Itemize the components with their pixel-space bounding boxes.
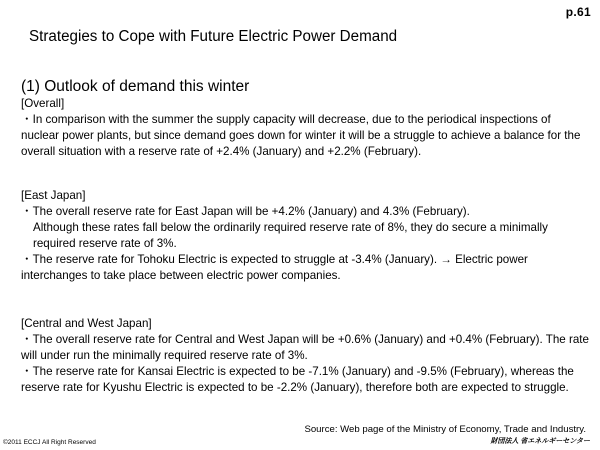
overall-bullet: ・In comparison with the summer the supply capacity will decrease, due to the periodical inspections of nuclear power plants, but since demand goes down for winter it will be a struggle to achieve a balance for the overall situation with a reserve rate of +2.4% (January) and +2.2% (February). <box>21 113 581 158</box>
copyright-notice: ©2011 ECCJ All Right Reserved <box>3 439 96 446</box>
central-west-japan-heading: [Central and West Japan] <box>21 317 152 330</box>
org-logo: 財団法人 省エネルギーセンター <box>490 438 590 445</box>
central-west-japan-bullet-1: ・The overall reserve rate for Central and West Japan will be +0.6% (January) and +0.4% (February). The rate will under run the minimally required reserve rate of 3%. <box>21 333 589 362</box>
source-note: Source: Web page of the Ministry of Economy, Trade and Industry. <box>304 424 586 435</box>
east-japan-bullet-1-continuation: Although these rates fall below the ordinarily required reserve rate of 8%, they do secure a minimally required reserve rate of 3%. <box>33 221 548 250</box>
slide-title: Strategies to Cope with Future Electric Power Demand <box>29 28 398 45</box>
overall-heading: [Overall] <box>21 97 65 110</box>
central-west-japan-bullet-2: ・The reserve rate for Kansai Electric is expected to be -7.1% (January) and -9.5% (February), whereas the reserve rate for Kyushu Electric is expected to be -2.2% (January), therefore both are expected to struggle. <box>21 365 574 394</box>
east-japan-bullet-2: ・The reserve rate for Tohoku Electric is expected to struggle at -3.4% (January). → Electric power interchanges to take place between electric power companies. <box>21 253 528 282</box>
east-japan-bullet-1: ・The overall reserve rate for East Japan will be +4.2% (January) and 4.3% (February). <box>21 205 470 218</box>
east-japan-section <box>21 188 591 284</box>
east-japan-heading: [East Japan] <box>21 189 86 202</box>
overall-section <box>21 96 591 160</box>
central-west-japan-section <box>21 316 591 396</box>
page-number: p.61 <box>565 5 591 19</box>
section-heading: (1) Outlook of demand this winter <box>21 78 250 95</box>
